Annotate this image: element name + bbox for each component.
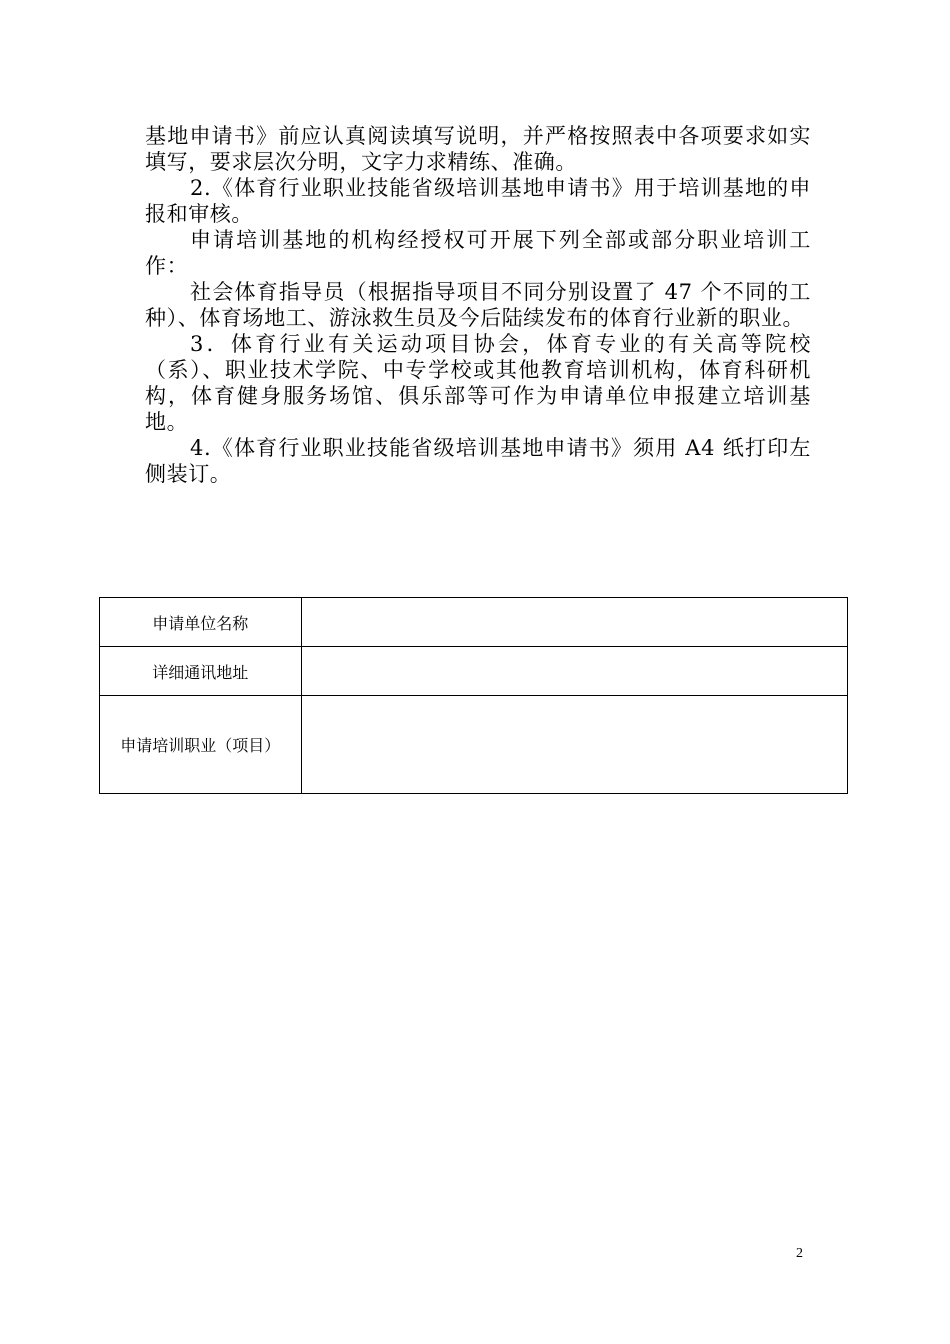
page-number: 2 [796, 1246, 803, 1261]
address-field[interactable] [301, 647, 847, 696]
training-occupation-field[interactable] [301, 696, 847, 794]
instruction-paragraph-3: 3．体育行业有关运动项目协会，体育专业的有关高等院校（系）、职业技术学院、中专学校或其他教育培训机构，体育科研机构，体育健身服务场馆、俱乐部等可作为申请单位申报建立培训基地。 [145, 332, 811, 434]
instruction-paragraph-2: 2.《体育行业职业技能省级培训基地申请书》用于培训基地的申报和审核。 [145, 176, 811, 226]
instruction-paragraph-continuation: 基地申请书》前应认真阅读填写说明，并严格按照表中各项要求如实填写，要求层次分明，文字力求精练、准确。 [145, 124, 811, 174]
instruction-paragraph-2b: 申请培训基地的机构经授权可开展下列全部或部分职业培训工作： [145, 228, 811, 278]
applicant-name-field[interactable] [301, 598, 847, 647]
training-occupation-label: 申请培训职业（项目） [100, 696, 302, 794]
instruction-paragraph-4: 4.《体育行业职业技能省级培训基地申请书》须用 A4 纸打印左侧装订。 [145, 436, 811, 486]
applicant-name-label: 申请单位名称 [100, 598, 302, 647]
table-row-address [100, 647, 848, 696]
table-row-applicant-name [100, 598, 848, 647]
instructions-section [145, 123, 811, 487]
instruction-paragraph-2c: 社会体育指导员（根据指导项目不同分别设置了 47 个不同的工种）、体育场地工、游泳救生员及今后陆续发布的体育行业新的职业。 [145, 280, 811, 330]
applicant-info-table [99, 597, 848, 794]
address-label: 详细通讯地址 [100, 647, 302, 696]
table-row-training-occupation [100, 696, 848, 794]
